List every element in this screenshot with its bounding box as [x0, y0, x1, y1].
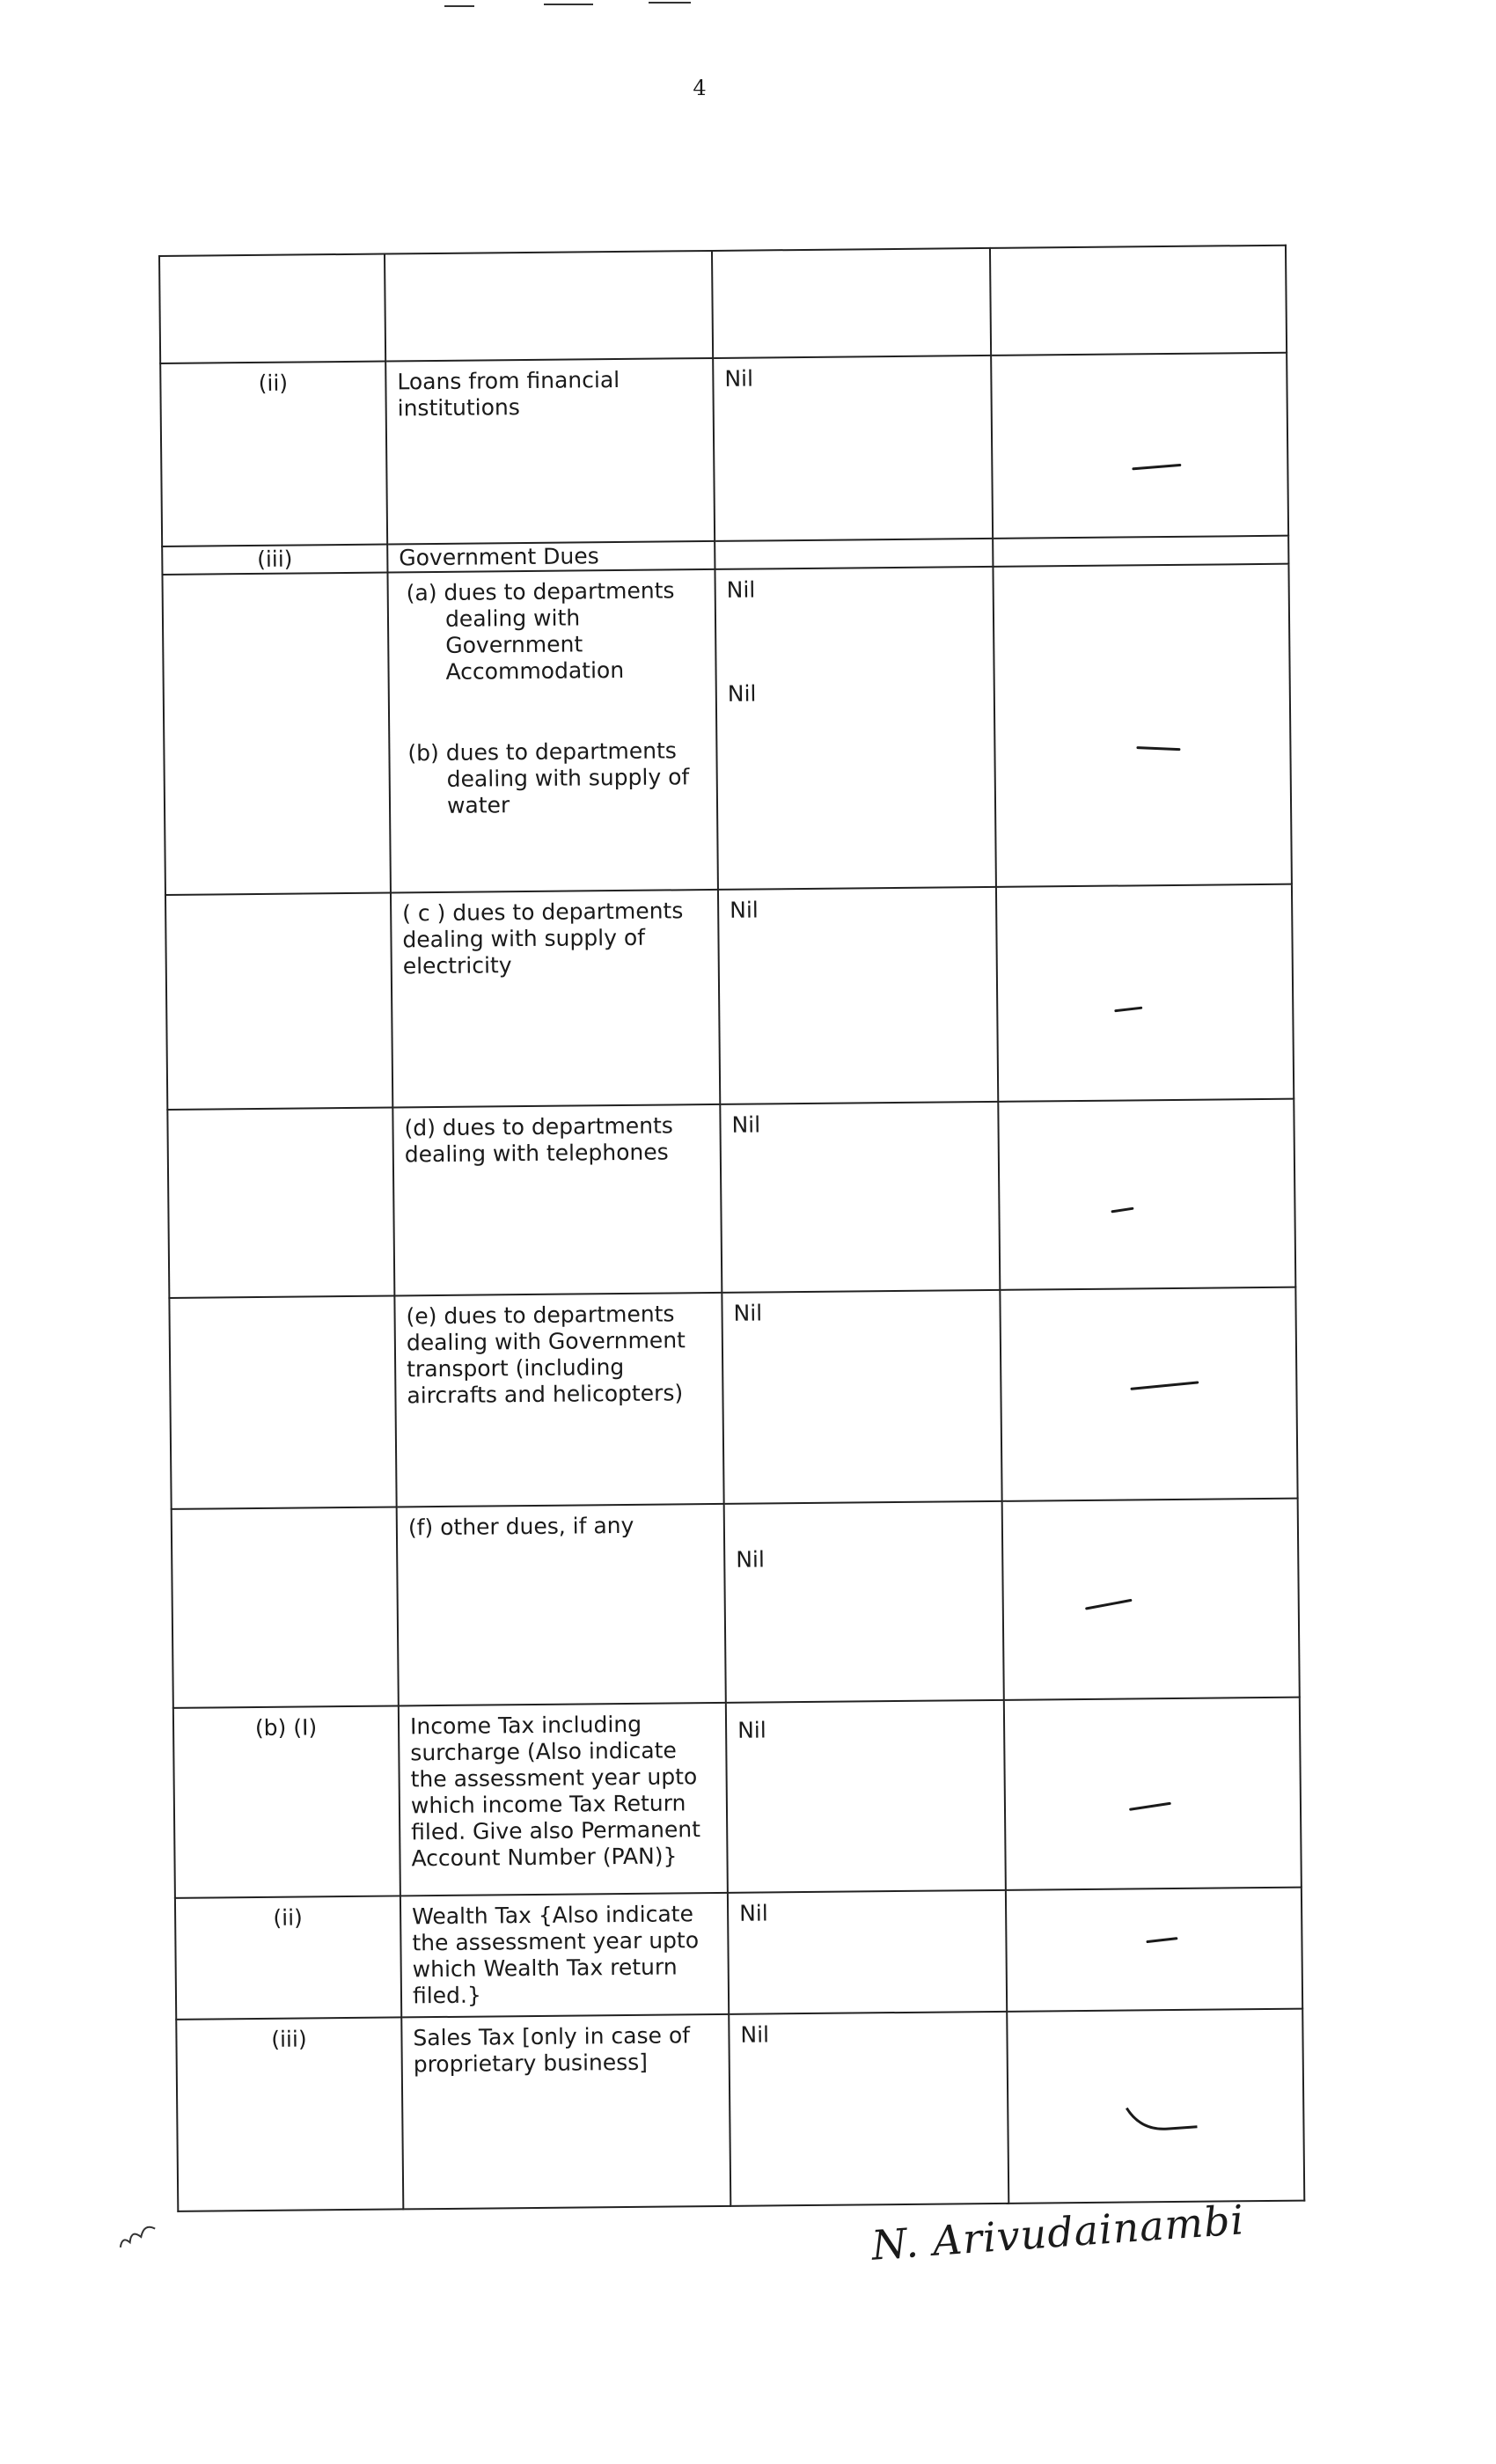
serial-cell: (b) (I) — [173, 1705, 400, 1897]
item-cell: Loans from financial institutions — [385, 358, 715, 545]
remark-dash — [1111, 1207, 1133, 1214]
table-row — [172, 1499, 1300, 1708]
scan-mark — [649, 2, 691, 4]
amount-cell: Nil — [728, 1890, 1007, 2014]
sub-item-a: (a) dues to departments dealing with Government Accommodation — [406, 577, 675, 685]
item-cell: Income Tax including surcharge (Also indicate the assessment year upto which income Tax Return filed. Give also Permanent Account Number (PAN)} — [399, 1703, 728, 1896]
table-row — [165, 884, 1294, 1110]
amount-cell: Nil — [713, 356, 993, 541]
table-row — [176, 2009, 1304, 2211]
signature: N. Arivudainambi — [869, 2196, 1246, 2270]
remark-dash — [1129, 1802, 1171, 1811]
handwritten-initials — [110, 2211, 172, 2262]
amount-cell: Nil — [718, 887, 998, 1104]
item-cell: Government Dues — [387, 541, 715, 573]
serial-cell: (iii) — [176, 2017, 403, 2211]
amount-cell: Nil — [720, 1102, 1000, 1293]
table-row-header — [159, 246, 1287, 363]
dues-table — [158, 245, 1305, 2212]
remark-cell — [1002, 1499, 1300, 1700]
remark-dash — [1132, 464, 1181, 470]
amount-cell: Nil Nil — [715, 567, 995, 890]
item-cell: (e) dues to departments dealing with Government transport (including aircrafts and helicopters) — [394, 1293, 723, 1507]
item-cell: ( c ) dues to departments dealing with supply of electricity — [391, 890, 720, 1108]
scan-mark — [444, 5, 474, 7]
remark-cell — [1006, 1888, 1302, 2012]
serial-cell: (ii) — [175, 1896, 401, 2019]
item-cell: Wealth Tax {Also indicate the assessment year upto which Wealth Tax return filed.} — [400, 1893, 729, 2018]
table-row — [173, 1698, 1302, 1898]
remark-cell — [991, 353, 1288, 539]
remark-dash — [1114, 1007, 1142, 1013]
table-row — [175, 1888, 1302, 2020]
serial-cell: (ii) — [160, 362, 387, 546]
amount-cell: Nil — [722, 1290, 1001, 1504]
serial-cell: (iii) — [162, 545, 387, 575]
item-cell: (f) other dues, if any — [397, 1504, 726, 1706]
remark-dash — [1123, 2102, 1202, 2138]
remark-cell — [1004, 1698, 1302, 1890]
remark-dash — [1136, 746, 1180, 751]
scan-mark — [544, 4, 593, 5]
table-row — [160, 353, 1288, 546]
table-row — [167, 1099, 1295, 1298]
table-row — [162, 564, 1291, 895]
sub-item-b: (b) dues to departments dealing with supply of water — [407, 737, 690, 818]
remark-cell — [993, 564, 1291, 887]
remark-dash — [1130, 1381, 1199, 1390]
remark-cell — [996, 884, 1294, 1102]
remark-dash — [1146, 1937, 1177, 1943]
table-row — [169, 1287, 1297, 1509]
amount-cell: Nil — [726, 1700, 1006, 1893]
item-cell — [387, 569, 717, 893]
remark-cell — [998, 1099, 1295, 1290]
amount-cell: Nil — [729, 2012, 1008, 2206]
remark-dash — [1085, 1599, 1133, 1610]
item-cell: (d) dues to departments dealing with telephones — [392, 1104, 722, 1296]
remark-cell — [1000, 1287, 1297, 1501]
remark-cell — [1007, 2009, 1304, 2204]
declaration-sheet — [158, 245, 1303, 2212]
item-cell: Sales Tax [only in case of proprietary business] — [401, 2014, 730, 2210]
page-number: 4 — [693, 76, 707, 100]
amount-cell: Nil — [724, 1501, 1004, 1703]
